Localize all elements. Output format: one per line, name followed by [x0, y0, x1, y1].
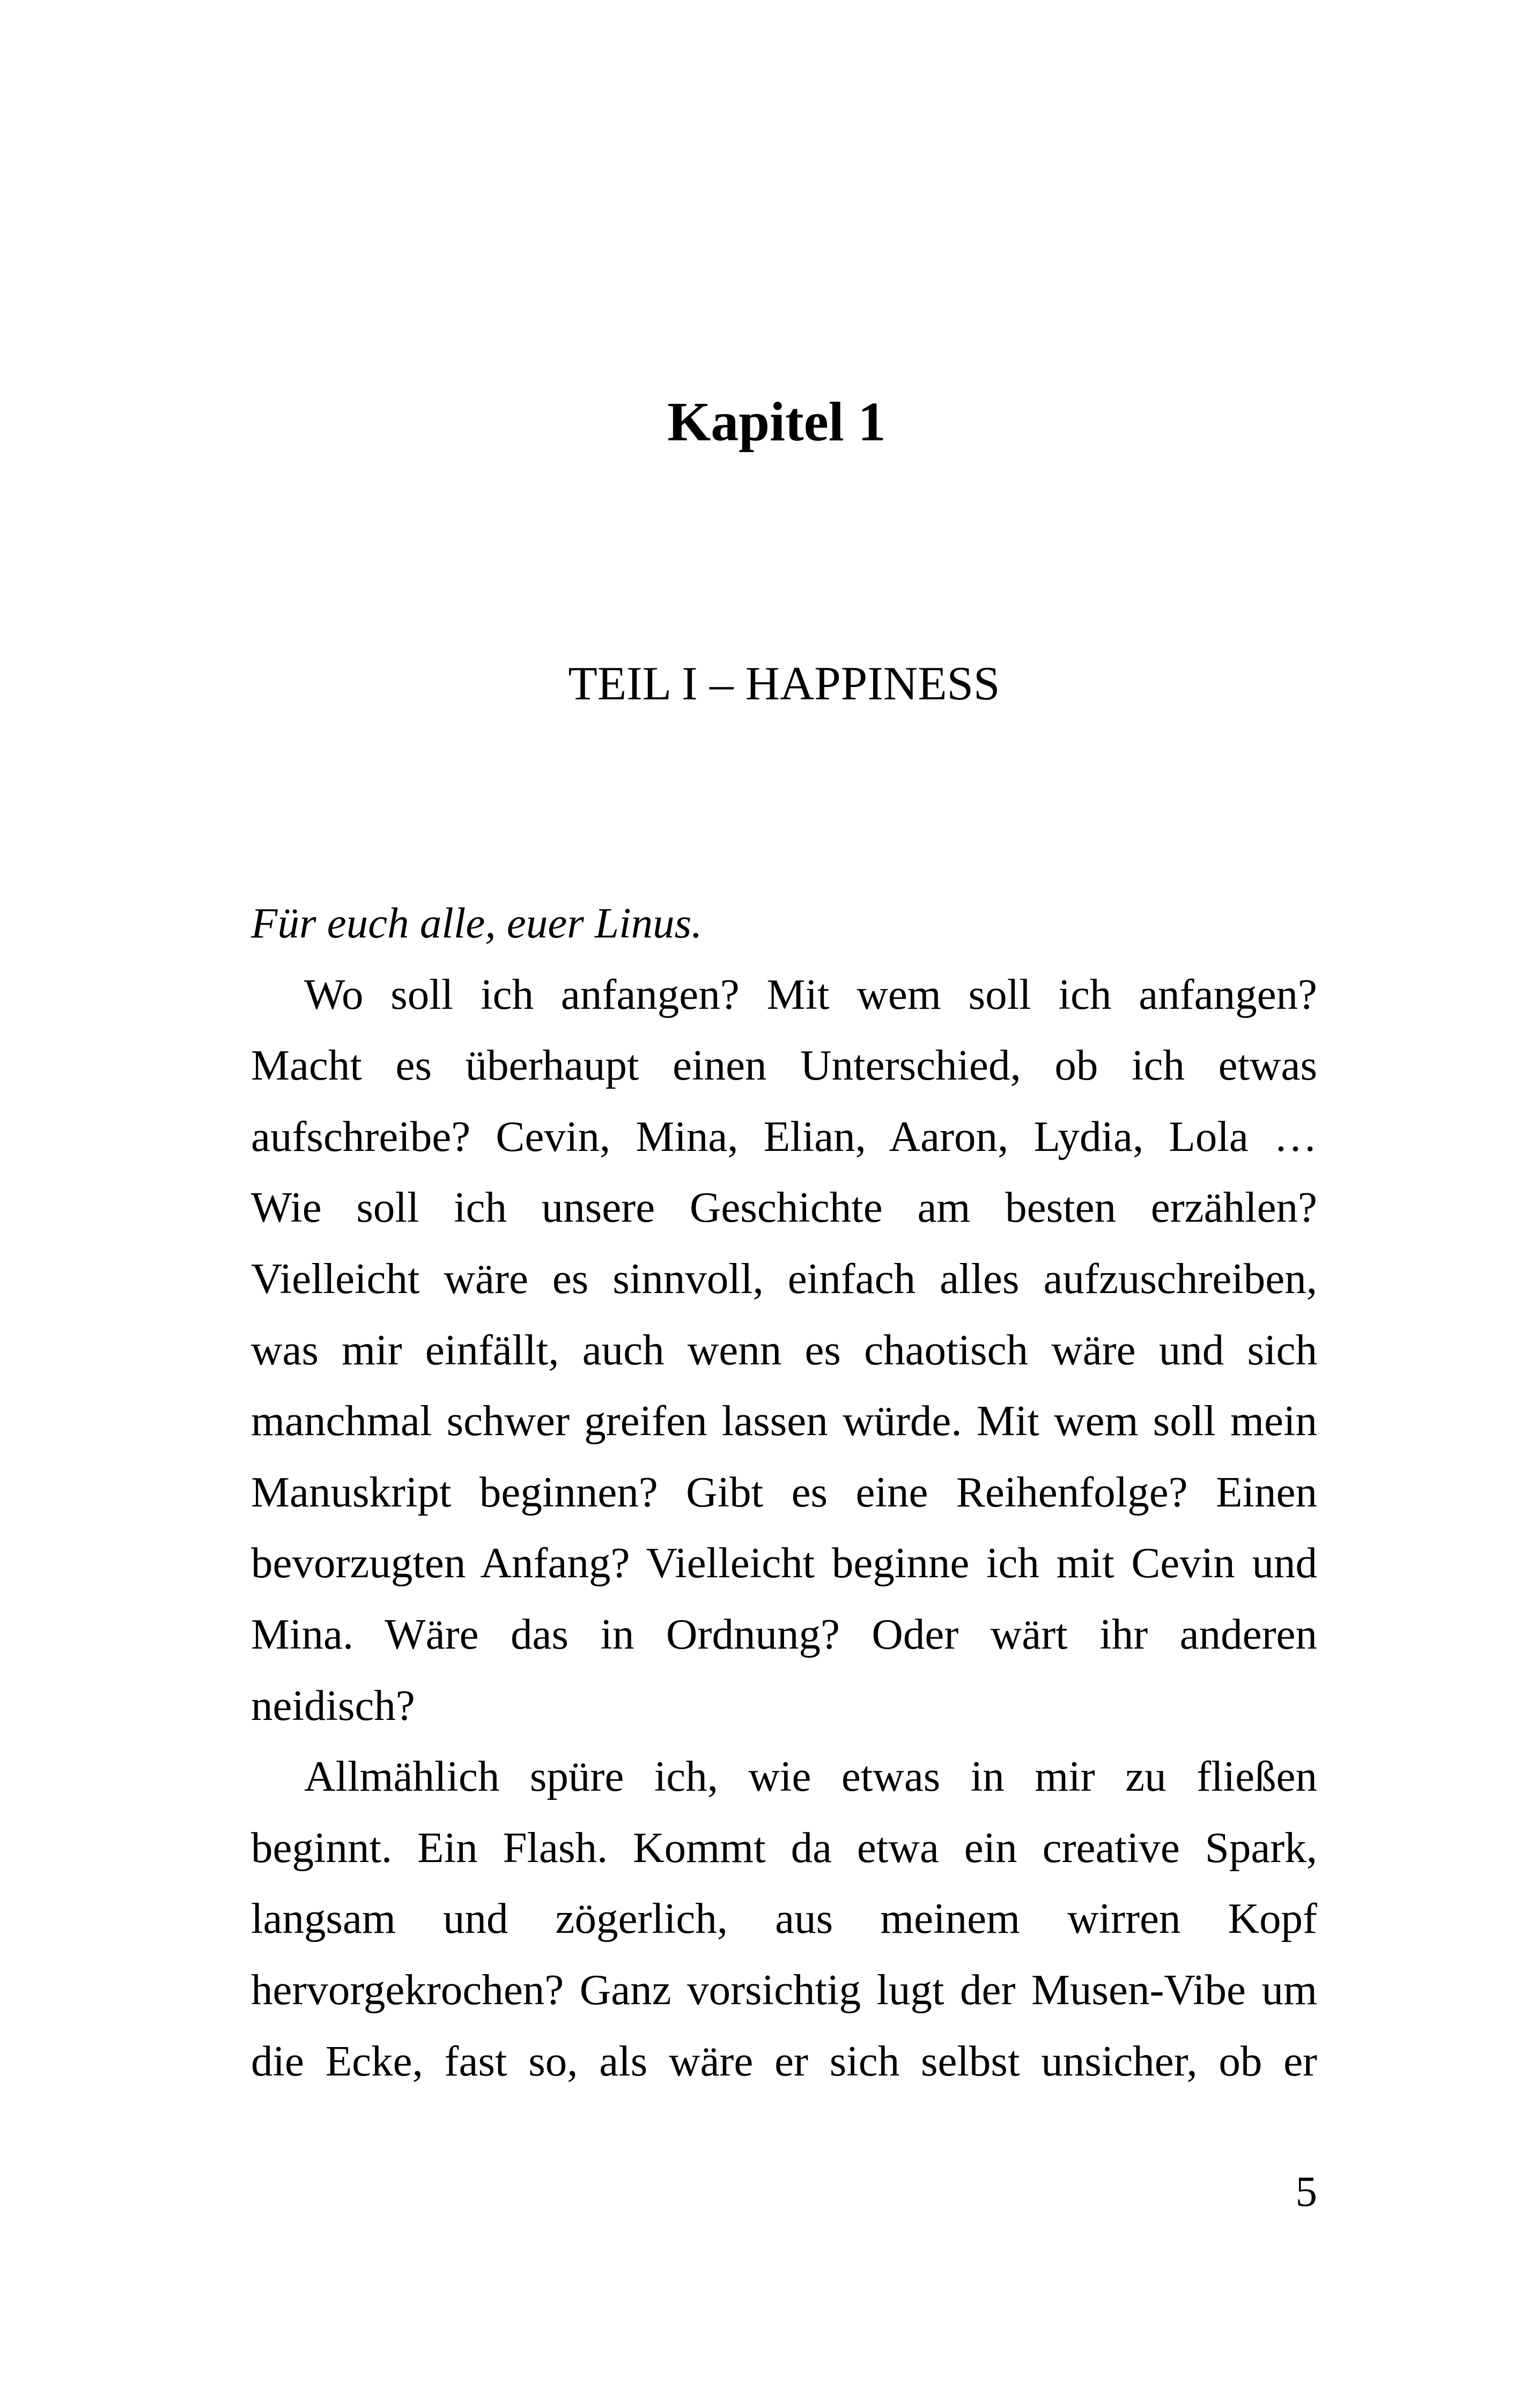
chapter-title: Kapitel 1 — [667, 391, 886, 453]
text-line: beginnt. Ein Flash. Kommt da etwa ein creative Spark, — [251, 1823, 1317, 1872]
text-line: bevorzugten Anfang? Vielleicht beginne ich mit Cevin und — [251, 1539, 1317, 1587]
text-line: Wo soll ich anfangen? Mit wem soll ich anfangen? — [304, 970, 1317, 1018]
text-line: die Ecke, fast so, als wäre er sich selbst unsicher, ob er — [251, 2036, 1317, 2085]
text-line: Wie soll ich unsere Geschichte am besten erzählen? — [251, 1183, 1317, 1232]
dedication: Für euch alle, euer Linus. — [251, 899, 703, 947]
text-line: Vielleicht wäre es sinnvoll, einfach alles aufzuschreiben, — [251, 1254, 1317, 1303]
text-line: Manuskript beginnen? Gibt es eine Reihenfolge? Einen — [251, 1467, 1317, 1516]
text-line: Mina. Wäre das in Ordnung? Oder wärt ihr anderen — [251, 1609, 1317, 1658]
text-line: Macht es überhaupt einen Unterschied, ob ich etwas — [251, 1041, 1317, 1090]
text-line: langsam und zögerlich, aus meinem wirren Kopf — [251, 1894, 1317, 1943]
text-line: neidisch? — [251, 1681, 415, 1730]
text-line: hervorgekrochen? Ganz vorsichtig lugt der Musen-Vibe um — [251, 1965, 1317, 2014]
paragraph-2 — [251, 1741, 1317, 2096]
part-title: TEIL I – HAPPINESS — [568, 658, 1000, 710]
text-line: manchmal schwer greifen lassen würde. Mit wem soll mein — [251, 1397, 1317, 1445]
text-line: Allmählich spüre ich, wie etwas in mir zu fließen — [304, 1752, 1317, 1801]
paragraph-1 — [251, 959, 1317, 1741]
page-number: 5 — [1295, 2167, 1317, 2215]
body-text — [251, 888, 1317, 2096]
text-line: was mir einfällt, auch wenn es chaotisch wäre und sich — [251, 1325, 1317, 1374]
text-line: aufschreibe? Cevin, Mina, Elian, Aaron, Lydia, Lola … — [251, 1112, 1317, 1161]
